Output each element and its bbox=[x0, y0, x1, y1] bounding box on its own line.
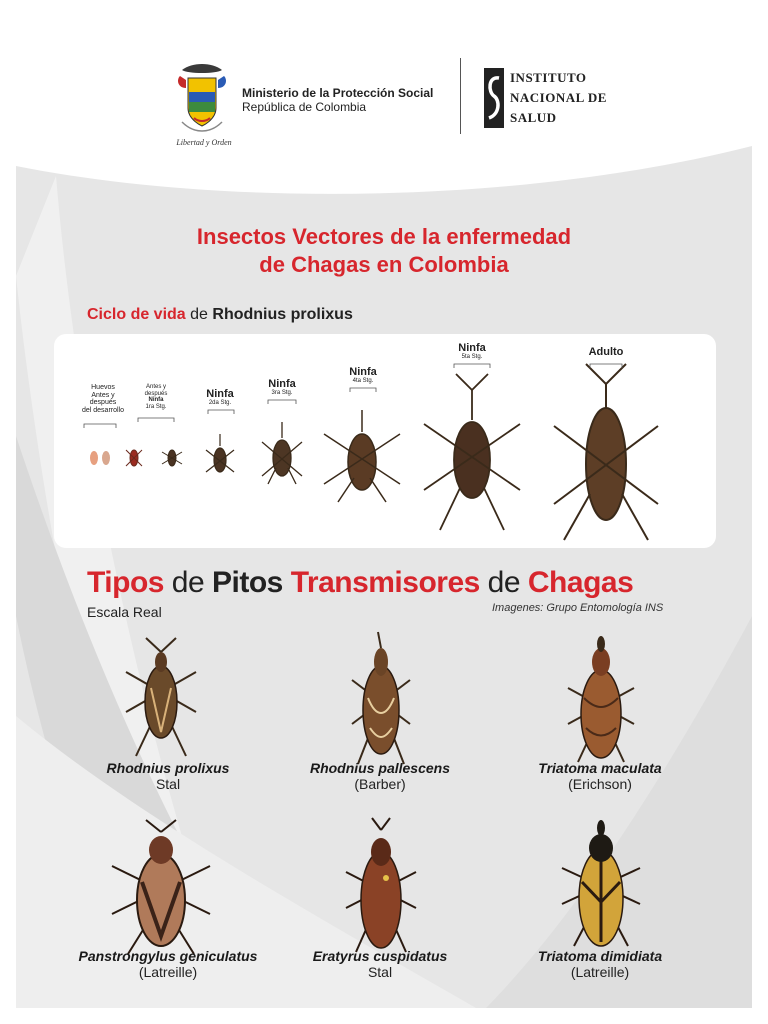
stage-label-nymph-5 bbox=[452, 342, 492, 361]
life-cycle-illustration bbox=[54, 334, 716, 548]
stage-n3-title: Ninfa bbox=[268, 378, 296, 390]
page-title-line-1: Insectos Vectores de la enfermedad bbox=[196, 224, 572, 249]
species-card-6 bbox=[490, 948, 710, 980]
ministry-name: Ministerio de la Protección Social bbox=[242, 86, 434, 100]
species-card-2 bbox=[270, 760, 490, 792]
types-heading-w2: de bbox=[171, 566, 205, 599]
stage-label-nymph-3 bbox=[262, 378, 302, 397]
ministry-block bbox=[172, 62, 462, 152]
nymph-4-image bbox=[324, 410, 400, 502]
stage-label-eggs bbox=[78, 384, 128, 415]
species-author: (Latreille) bbox=[570, 964, 630, 980]
species-name: Triatoma maculata bbox=[538, 760, 662, 776]
types-heading-w6: Chagas bbox=[527, 566, 634, 599]
cycle-heading-part1: Ciclo de vida bbox=[87, 306, 186, 323]
panstrongylus-geniculatus-image bbox=[106, 818, 216, 958]
species-name: Eratyrus cuspidatus bbox=[312, 948, 448, 964]
poster bbox=[16, 16, 752, 1008]
types-heading-w3: Pitos bbox=[212, 566, 283, 599]
species-name: Rhodnius pallescens bbox=[309, 760, 451, 776]
stage-label-adult bbox=[580, 346, 632, 358]
stage-label-nymph-1 bbox=[132, 384, 180, 410]
stage-adult-title: Adulto bbox=[588, 346, 624, 358]
stage-n5-sub: 5ta Stg. bbox=[461, 354, 483, 361]
nymph-1-image bbox=[126, 450, 182, 466]
species-author: (Barber) bbox=[354, 776, 406, 792]
species-card-3 bbox=[490, 760, 710, 792]
stage-n1-line-2: después bbox=[144, 390, 168, 397]
institute-logo bbox=[484, 68, 624, 128]
stage-n3-sub: 3ra Stg. bbox=[271, 390, 293, 397]
types-heading bbox=[87, 566, 633, 600]
triatoma-maculata-image bbox=[556, 628, 646, 768]
stage-n1-line-3: Ninfa bbox=[148, 397, 164, 404]
nymph-5-image bbox=[424, 374, 520, 530]
header bbox=[16, 16, 752, 196]
page-title-line-2: de Chagas en Colombia bbox=[259, 252, 509, 277]
header-divider bbox=[460, 58, 461, 134]
scale-note: Escala Real bbox=[87, 604, 162, 620]
institute-line-2: NACIONAL DE bbox=[510, 90, 607, 105]
stage-eggs-line-2: Antes y bbox=[91, 391, 115, 399]
species-card-5 bbox=[270, 948, 490, 980]
ins-logo-icon bbox=[484, 68, 504, 128]
institute-line-3: SALUD bbox=[510, 110, 557, 125]
eratyrus-cuspidatus-image bbox=[336, 816, 426, 956]
species-card-4 bbox=[58, 948, 278, 980]
coat-motto: Libertad y Orden bbox=[176, 138, 232, 147]
coat-of-arms-icon bbox=[172, 62, 232, 140]
species-name: Rhodnius prolixus bbox=[106, 760, 230, 776]
species-author: (Erichson) bbox=[568, 776, 632, 792]
types-heading-w5: de bbox=[487, 566, 521, 599]
triatoma-dimidiata-image bbox=[556, 812, 646, 952]
rhodnius-pallescens-image bbox=[336, 628, 426, 768]
species-name: Panstrongylus geniculatus bbox=[78, 948, 258, 964]
stage-eggs-line-1: Huevos bbox=[91, 384, 115, 391]
adult-image bbox=[554, 364, 658, 540]
life-cycle-panel bbox=[54, 334, 716, 548]
species-author: (Latreille) bbox=[138, 964, 198, 980]
species-name: Triatoma dimidiata bbox=[537, 948, 663, 964]
cycle-heading-part3: Rhodnius prolixus bbox=[212, 306, 353, 323]
stage-label-nymph-2 bbox=[200, 388, 240, 407]
stage-n1-line-1: Antes y bbox=[145, 384, 166, 390]
stage-eggs-line-4: del desarrollo bbox=[81, 407, 125, 415]
ministry-subtitle: República de Colombia bbox=[242, 100, 367, 114]
cycle-heading bbox=[87, 306, 353, 324]
stage-n2-title: Ninfa bbox=[206, 388, 234, 400]
species-author: Stal bbox=[367, 964, 393, 980]
image-credit: Imagenes: Grupo Entomología INS bbox=[492, 602, 664, 614]
species-card-1 bbox=[58, 760, 278, 792]
stage-label-nymph-4 bbox=[343, 366, 383, 385]
types-heading-w1: Tipos bbox=[87, 566, 164, 599]
nymph-3-image bbox=[262, 422, 302, 484]
institute-line-1: INSTITUTO bbox=[510, 70, 587, 85]
stage-n4-sub: 4ta Stg. bbox=[352, 378, 374, 385]
eggs-image bbox=[90, 451, 110, 465]
stage-n4-title: Ninfa bbox=[349, 366, 377, 378]
cycle-heading-part2: de bbox=[190, 306, 208, 323]
nymph-2-image bbox=[206, 434, 234, 472]
stage-n5-title: Ninfa bbox=[458, 342, 486, 354]
stage-eggs-line-3: después bbox=[89, 399, 117, 407]
stage-n1-line-4: 1ra Stg. bbox=[145, 403, 167, 410]
rhodnius-prolixus-image bbox=[116, 632, 206, 762]
species-author: Stal bbox=[155, 776, 181, 792]
types-heading-w4: Transmisores bbox=[290, 566, 480, 599]
stage-n2-sub: 2da Stg. bbox=[208, 400, 232, 407]
